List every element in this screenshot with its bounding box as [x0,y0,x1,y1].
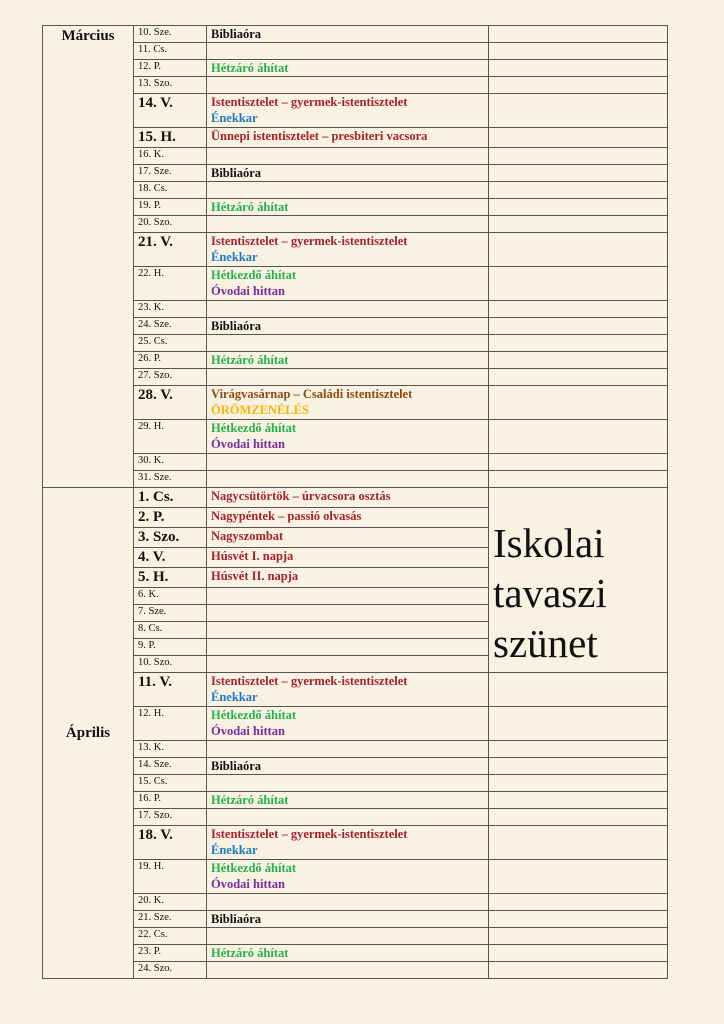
events-cell [207,216,489,233]
notes-cell [489,894,668,911]
notes-cell [489,707,668,741]
notes-cell [489,741,668,758]
events-cell [207,128,489,148]
day-label: 12. H. [134,707,207,741]
day-label: 30. K. [134,454,207,471]
events-cell [207,386,489,420]
notes-cell [489,318,668,335]
notes-cell [489,792,668,809]
notes-cell [489,775,668,792]
event-text: Istentisztelet – gyermek-istentisztelet [211,234,408,248]
notes-cell [489,386,668,420]
events-cell [207,60,489,77]
calendar-row [43,128,668,148]
day-label: 24. Szo. [134,962,207,979]
events-cell [207,775,489,792]
day-label: 16. P. [134,792,207,809]
event-text: Hétkezdő áhítat [211,421,297,435]
event-text: Hétzáró áhítat [211,200,289,214]
day-label: 5. H. [134,568,207,588]
day-label: 17. Szo. [134,809,207,826]
event-text: Hétzáró áhítat [211,353,289,367]
events-cell [207,369,489,386]
notes-cell [489,758,668,775]
day-label: 22. H. [134,267,207,301]
event-text: Istentisztelet – gyermek-istentisztelet [211,95,408,109]
notes-cell [489,43,668,60]
day-label: 21. Sze. [134,911,207,928]
calendar-row [43,43,668,60]
day-label: 15. H. [134,128,207,148]
calendar-row [43,860,668,894]
events-cell [207,508,489,528]
notes-cell [489,60,668,77]
calendar-row [43,673,668,707]
calendar-body [43,26,668,979]
event-text: Énekkar [211,690,258,704]
calendar-row [43,301,668,318]
notes-cell [489,199,668,216]
notes-cell [489,471,668,488]
calendar-row [43,488,668,508]
event-text: Énekkar [211,111,258,125]
notes-cell [489,94,668,128]
calendar-row [43,77,668,94]
month-name: Március [43,26,134,488]
event-text: Húsvét I. napja [211,549,294,563]
calendar-row [43,386,668,420]
events-cell [207,707,489,741]
event-text: Óvodai hittan [211,437,285,451]
calendar-row [43,741,668,758]
notes-cell [489,454,668,471]
events-cell [207,94,489,128]
calendar-row [43,335,668,352]
events-cell [207,568,489,588]
events-cell [207,622,489,639]
calendar-row [43,758,668,775]
day-label: 20. K. [134,894,207,911]
calendar-row [43,199,668,216]
calendar-row [43,945,668,962]
day-label: 28. V. [134,386,207,420]
day-label: 29. H. [134,420,207,454]
day-label: 1. Cs. [134,488,207,508]
event-text: Ünnepi istentisztelet – presbiteri vacsora [211,129,428,143]
notes-cell [489,77,668,94]
notes-cell [489,148,668,165]
day-label: 4. V. [134,548,207,568]
day-label: 10. Sze. [134,26,207,43]
day-label: 7. Sze. [134,605,207,622]
calendar-row [43,165,668,182]
event-text: Virágvasárnap – Családi istentisztelet [211,387,413,401]
calendar-row [43,471,668,488]
notes-cell [489,182,668,199]
day-label: 25. Cs. [134,335,207,352]
calendar-row [43,216,668,233]
events-cell [207,605,489,622]
events-cell [207,528,489,548]
event-text: Énekkar [211,843,258,857]
calendar-row [43,420,668,454]
events-cell [207,809,489,826]
events-cell [207,488,489,508]
notes-cell [489,826,668,860]
notes-cell [489,128,668,148]
day-label: 31. Sze. [134,471,207,488]
calendar-row [43,267,668,301]
day-label: 14. V. [134,94,207,128]
events-cell [207,758,489,775]
day-label: 13. K. [134,741,207,758]
events-cell [207,911,489,928]
calendar-row [43,318,668,335]
day-label: 26. P. [134,352,207,369]
day-label: 18. V. [134,826,207,860]
event-text: Húsvét II. napja [211,569,299,583]
calendar-row [43,775,668,792]
events-cell [207,43,489,60]
event-text: Hétkezdő áhítat [211,708,297,722]
notes-cell [489,352,668,369]
day-label: 6. K. [134,588,207,605]
events-cell [207,420,489,454]
events-cell [207,639,489,656]
events-cell [207,77,489,94]
day-label: 14. Sze. [134,758,207,775]
events-cell [207,894,489,911]
event-text: Hétzáró áhítat [211,793,289,807]
event-text: Hétzáró áhítat [211,946,289,960]
events-cell [207,826,489,860]
calendar-row [43,707,668,741]
day-label: 18. Cs. [134,182,207,199]
events-cell [207,148,489,165]
calendar-row [43,182,668,199]
notes-cell [489,962,668,979]
events-cell [207,454,489,471]
notes-cell [489,369,668,386]
day-label: 22. Cs. [134,928,207,945]
day-label: 12. P. [134,60,207,77]
event-text: Nagyszombat [211,529,284,543]
notes-cell [489,860,668,894]
event-text: Óvodai hittan [211,877,285,891]
events-cell [207,233,489,267]
notes-cell [489,335,668,352]
events-cell [207,301,489,318]
notes-cell [489,673,668,707]
events-cell [207,199,489,216]
calendar-row [43,962,668,979]
day-label: 24. Sze. [134,318,207,335]
event-text: ÖRÖMZENÉLÉS [211,403,309,417]
day-label: 11. Cs. [134,43,207,60]
day-label: 11. V. [134,673,207,707]
events-cell [207,548,489,568]
events-cell [207,182,489,199]
day-label: 19. P. [134,199,207,216]
events-cell [207,318,489,335]
day-label: 8. Cs. [134,622,207,639]
day-label: 16. K. [134,148,207,165]
events-cell [207,267,489,301]
calendar-row [43,911,668,928]
event-text: Hétzáró áhítat [211,61,289,75]
calendar-row [43,894,668,911]
day-label: 3. Szo. [134,528,207,548]
event-text: Énekkar [211,250,258,264]
calendar-row [43,60,668,77]
calendar-row [43,809,668,826]
day-label: 23. K. [134,301,207,318]
notes-cell [489,26,668,43]
day-label: 21. V. [134,233,207,267]
notes-cell [489,911,668,928]
events-cell [207,945,489,962]
notes-cell [489,267,668,301]
event-text: Nagycsütörtök – úrvacsora osztás [211,489,391,503]
events-cell [207,471,489,488]
month-name: Április [43,488,134,979]
calendar-row [43,26,668,43]
event-text: Bibliaóra [211,912,262,926]
day-label: 19. H. [134,860,207,894]
event-text: Istentisztelet – gyermek-istentisztelet [211,827,408,841]
event-text: Istentisztelet – gyermek-istentisztelet [211,674,408,688]
events-cell [207,352,489,369]
school-break-note: Iskolai tavaszi szünet [489,488,668,673]
day-label: 10. Szo. [134,656,207,673]
events-cell [207,26,489,43]
events-cell [207,335,489,352]
events-cell [207,962,489,979]
events-cell [207,928,489,945]
day-label: 23. P. [134,945,207,962]
calendar-row [43,352,668,369]
day-label: 2. P. [134,508,207,528]
event-text: Bibliaóra [211,759,262,773]
day-label: 27. Szo. [134,369,207,386]
event-text: Hétkezdő áhítat [211,268,297,282]
event-text: Hétkezdő áhítat [211,861,297,875]
events-cell [207,165,489,182]
calendar-row [43,826,668,860]
notes-cell [489,165,668,182]
day-label: 13. Szo. [134,77,207,94]
events-cell [207,588,489,605]
events-cell [207,656,489,673]
event-text: Bibliaóra [211,166,262,180]
event-text: Óvodai hittan [211,284,285,298]
notes-cell [489,928,668,945]
event-text: Bibliaóra [211,27,262,41]
notes-cell [489,420,668,454]
events-cell [207,741,489,758]
event-text: Óvodai hittan [211,724,285,738]
calendar-table [42,25,668,979]
calendar-row [43,94,668,128]
day-label: 17. Sze. [134,165,207,182]
calendar-row [43,369,668,386]
notes-cell [489,945,668,962]
calendar-row [43,792,668,809]
event-text: Nagypéntek – passió olvasás [211,509,362,523]
day-label: 9. P. [134,639,207,656]
calendar-row [43,148,668,165]
notes-cell [489,216,668,233]
events-cell [207,673,489,707]
events-cell [207,860,489,894]
event-text: Bibliaóra [211,319,262,333]
calendar-row [43,233,668,267]
notes-cell [489,233,668,267]
day-label: 20. Szo. [134,216,207,233]
calendar-row [43,928,668,945]
events-cell [207,792,489,809]
calendar-row [43,454,668,471]
day-label: 15. Cs. [134,775,207,792]
notes-cell [489,301,668,318]
notes-cell [489,809,668,826]
